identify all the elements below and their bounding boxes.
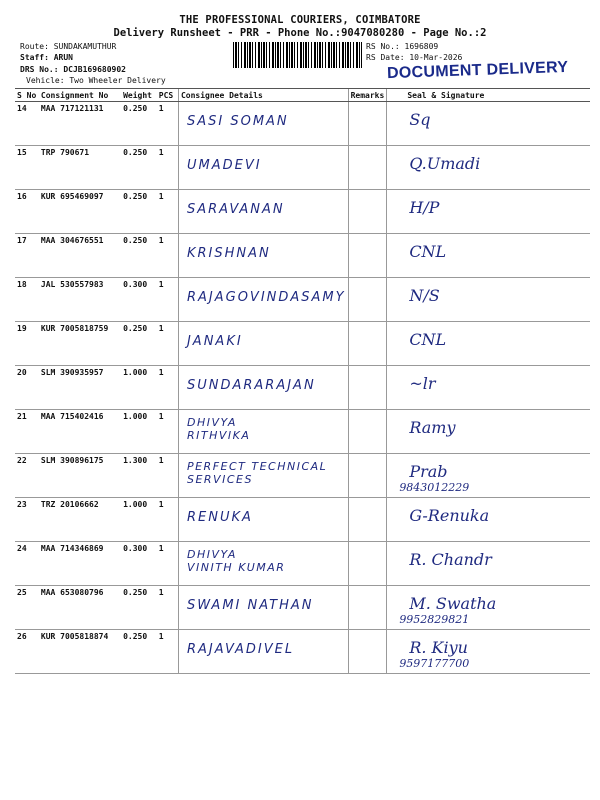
sno: 23 — [17, 500, 27, 509]
table-row — [15, 322, 590, 366]
col-consignment: Consignment No — [39, 89, 121, 102]
sno: 16 — [17, 192, 27, 201]
consignee-name: RAJAVADIVEL — [186, 642, 295, 657]
remarks-cell — [348, 498, 387, 542]
table-row — [15, 542, 590, 586]
pcs-cell — [157, 542, 179, 586]
sno: 14 — [17, 104, 27, 113]
consignment-cell — [39, 146, 121, 190]
sno-cell — [15, 498, 39, 542]
pcs-cell — [157, 454, 179, 498]
signature-cell — [387, 542, 590, 586]
signature-cell — [387, 234, 590, 278]
sno-cell — [15, 586, 39, 630]
signature-cell — [387, 454, 590, 498]
consignment-cell — [39, 410, 121, 454]
route: Route: SUNDAKAMUTHUR — [20, 42, 117, 51]
pcs-cell — [157, 586, 179, 630]
consignment-no: MAA 717121131 — [40, 104, 104, 113]
sno-cell — [15, 146, 39, 190]
consignee-cell — [178, 146, 348, 190]
signature-phone: 9952829821 — [399, 613, 470, 626]
pcs: 1 — [158, 588, 164, 597]
pcs: 1 — [158, 192, 164, 201]
signature-cell — [387, 630, 590, 674]
sno: 18 — [17, 280, 27, 289]
weight-cell — [121, 630, 157, 674]
sno: 17 — [17, 236, 27, 245]
weight: 1.300 — [123, 456, 148, 465]
consignee-cell — [178, 234, 348, 278]
weight-cell — [121, 498, 157, 542]
pcs-cell — [157, 234, 179, 278]
signature-cell — [387, 278, 590, 322]
table-row — [15, 410, 590, 454]
weight: 1.000 — [123, 412, 148, 421]
signature: Sq — [409, 110, 431, 129]
signature-cell — [387, 146, 590, 190]
signature: Prab — [409, 462, 448, 481]
consignment-no: SLM 390896175 — [40, 456, 104, 465]
consignee-cell — [178, 586, 348, 630]
sno-cell — [15, 190, 39, 234]
table-row — [15, 278, 590, 322]
sno: 22 — [17, 456, 27, 465]
pcs: 1 — [158, 368, 164, 377]
signature-phone: 9843012229 — [399, 481, 470, 494]
table-header — [15, 89, 590, 102]
signature: Ramy — [409, 418, 456, 437]
col-pcs: PCS — [157, 89, 179, 102]
pcs: 1 — [158, 544, 164, 553]
weight-cell — [121, 410, 157, 454]
weight-cell — [121, 454, 157, 498]
signature: CNL — [409, 330, 447, 349]
remarks-cell — [348, 366, 387, 410]
col-consignee: Consignee Details — [178, 89, 348, 102]
consignment-cell — [39, 498, 121, 542]
signature: R. Kiyu — [409, 638, 468, 657]
sno-cell — [15, 630, 39, 674]
weight-cell — [121, 366, 157, 410]
pcs: 1 — [158, 632, 164, 641]
pcs: 1 — [158, 280, 164, 289]
remarks-cell — [348, 322, 387, 366]
consignee-cell — [178, 410, 348, 454]
signature: M. Swatha — [409, 594, 497, 613]
consignment-cell — [39, 322, 121, 366]
pcs: 1 — [158, 412, 164, 421]
consignee-name: DHIVYA — [186, 416, 237, 429]
consignee-cell — [178, 190, 348, 234]
sno-cell — [15, 322, 39, 366]
consignment-no: TRP 790671 — [40, 148, 90, 157]
pcs-cell — [157, 146, 179, 190]
consignment-no: MAA 714346869 — [40, 544, 104, 553]
consignee-name-line2: SERVICES — [186, 473, 253, 486]
sno-cell — [15, 366, 39, 410]
consignee-name: KRISHNAN — [186, 246, 271, 261]
weight: 0.250 — [123, 104, 148, 113]
signature-cell — [387, 410, 590, 454]
remarks-cell — [348, 542, 387, 586]
remarks-cell — [348, 102, 387, 146]
remarks-cell — [348, 586, 387, 630]
vehicle: Vehicle: Two Wheeler Delivery — [26, 76, 166, 85]
table-row — [15, 366, 590, 410]
consignment-cell — [39, 190, 121, 234]
signature: N/S — [409, 286, 440, 305]
weight-cell — [121, 190, 157, 234]
weight-cell — [121, 322, 157, 366]
rs-date: RS Date: 10-Mar-2026 — [366, 53, 463, 62]
sno-cell — [15, 102, 39, 146]
pcs-cell — [157, 102, 179, 146]
consignment-no: KUR 7005818759 — [40, 324, 109, 333]
sno-cell — [15, 278, 39, 322]
consignee-name: RENUKA — [186, 510, 253, 525]
pcs: 1 — [158, 324, 164, 333]
consignee-name: PERFECT TECHNICAL — [186, 460, 328, 473]
weight: 0.250 — [123, 192, 148, 201]
signature: Q.Umadi — [409, 154, 481, 173]
signature-cell — [387, 322, 590, 366]
table-row — [15, 454, 590, 498]
consignment-cell — [39, 234, 121, 278]
weight: 1.000 — [123, 368, 148, 377]
sno: 26 — [17, 632, 27, 641]
pcs-cell — [157, 366, 179, 410]
sno: 25 — [17, 588, 27, 597]
weight-cell — [121, 146, 157, 190]
signature: ~lr — [409, 374, 436, 393]
remarks-cell — [348, 278, 387, 322]
pcs: 1 — [158, 456, 164, 465]
weight: 0.300 — [123, 280, 148, 289]
weight-cell — [121, 278, 157, 322]
consignment-cell — [39, 586, 121, 630]
weight-cell — [121, 102, 157, 146]
consignment-no: KUR 7005818874 — [40, 632, 109, 641]
weight: 1.000 — [123, 500, 148, 509]
sno: 20 — [17, 368, 27, 377]
consignment-no: MAA 304676551 — [40, 236, 104, 245]
table-row — [15, 498, 590, 542]
consignment-no: MAA 715402416 — [40, 412, 104, 421]
col-sno: S No — [15, 89, 39, 102]
weight: 0.250 — [123, 588, 148, 597]
col-remarks: Remarks — [348, 89, 387, 102]
pcs: 1 — [158, 148, 164, 157]
consignment-no: JAL 530557983 — [40, 280, 104, 289]
pcs-cell — [157, 410, 179, 454]
runsheet-table — [15, 88, 590, 674]
document-delivery-stamp: DOCUMENT DELIVERY — [386, 58, 569, 83]
pcs-cell — [157, 498, 179, 542]
consignee-cell — [178, 322, 348, 366]
consignment-cell — [39, 542, 121, 586]
weight: 0.250 — [123, 324, 148, 333]
signature-cell — [387, 102, 590, 146]
table-row — [15, 190, 590, 234]
consignee-name: SARAVANAN — [186, 202, 285, 217]
signature: CNL — [409, 242, 447, 261]
weight: 0.250 — [123, 632, 148, 641]
sno: 15 — [17, 148, 27, 157]
consignment-cell — [39, 454, 121, 498]
table-row — [15, 234, 590, 278]
signature-phone: 9597177700 — [399, 657, 470, 670]
signature-cell — [387, 586, 590, 630]
col-signature: Seal & Signature — [387, 89, 590, 102]
sno-cell — [15, 454, 39, 498]
consignment-no: SLM 390935957 — [40, 368, 104, 377]
consignment-cell — [39, 102, 121, 146]
sno: 21 — [17, 412, 27, 421]
pcs-cell — [157, 630, 179, 674]
consignee-cell — [178, 278, 348, 322]
consignee-cell — [178, 630, 348, 674]
sno: 24 — [17, 544, 27, 553]
consignee-name: JANAKI — [186, 334, 243, 349]
remarks-cell — [348, 410, 387, 454]
pcs-cell — [157, 278, 179, 322]
weight: 0.250 — [123, 236, 148, 245]
consignee-name: DHIVYA — [186, 548, 237, 561]
runsheet-subtitle: Delivery Runsheet - PRR - Phone No.:9047080280 - Page No.:2 — [113, 27, 487, 39]
consignment-cell — [39, 278, 121, 322]
company-title: THE PROFESSIONAL COURIERS, COIMBATORE — [179, 14, 421, 26]
weight-cell — [121, 586, 157, 630]
signature: G-Renuka — [409, 506, 490, 525]
consignee-cell — [178, 498, 348, 542]
consignment-cell — [39, 630, 121, 674]
consignment-no: KUR 695469097 — [40, 192, 104, 201]
remarks-cell — [348, 630, 387, 674]
weight: 0.250 — [123, 148, 148, 157]
pcs-cell — [157, 190, 179, 234]
consignee-cell — [178, 542, 348, 586]
pcs: 1 — [158, 104, 164, 113]
consignee-name-line2: RITHVIKA — [186, 429, 251, 442]
remarks-cell — [348, 190, 387, 234]
rs-number: RS No.: 1696809 — [366, 42, 439, 51]
sno-cell — [15, 234, 39, 278]
pcs: 1 — [158, 236, 164, 245]
consignment-no: MAA 653080796 — [40, 588, 104, 597]
consignee-cell — [178, 454, 348, 498]
weight: 0.300 — [123, 544, 148, 553]
pcs-cell — [157, 322, 179, 366]
consignee-cell — [178, 366, 348, 410]
remarks-cell — [348, 234, 387, 278]
consignee-name: SASI SOMAN — [186, 114, 289, 129]
sno: 19 — [17, 324, 27, 333]
col-weight: Weight — [121, 89, 157, 102]
consignee-name: RAJAGOVINDASAMY — [186, 290, 346, 305]
weight-cell — [121, 542, 157, 586]
consignee-cell — [178, 102, 348, 146]
consignee-name-line2: VINITH KUMAR — [186, 561, 286, 574]
table-row — [15, 102, 590, 146]
consignee-name: UMADEVI — [186, 158, 262, 173]
sno-cell — [15, 410, 39, 454]
signature: H/P — [409, 198, 440, 217]
consignee-name: SUNDARARAJAN — [186, 378, 316, 393]
table-row — [15, 146, 590, 190]
signature-cell — [387, 366, 590, 410]
signature-cell — [387, 498, 590, 542]
consignment-no: TRZ 20106662 — [40, 500, 99, 509]
table-row — [15, 630, 590, 674]
pcs: 1 — [158, 500, 164, 509]
weight-cell — [121, 234, 157, 278]
remarks-cell — [348, 146, 387, 190]
remarks-cell — [348, 454, 387, 498]
drs-number: DRS No.: DCJB169680902 — [20, 65, 126, 74]
consignment-cell — [39, 366, 121, 410]
table-row — [15, 586, 590, 630]
barcode — [233, 42, 362, 68]
signature-cell — [387, 190, 590, 234]
signature: R. Chandr — [409, 550, 492, 569]
staff: Staff: ARUN — [20, 53, 73, 62]
sno-cell — [15, 542, 39, 586]
consignee-name: SWAMI NATHAN — [186, 598, 314, 613]
